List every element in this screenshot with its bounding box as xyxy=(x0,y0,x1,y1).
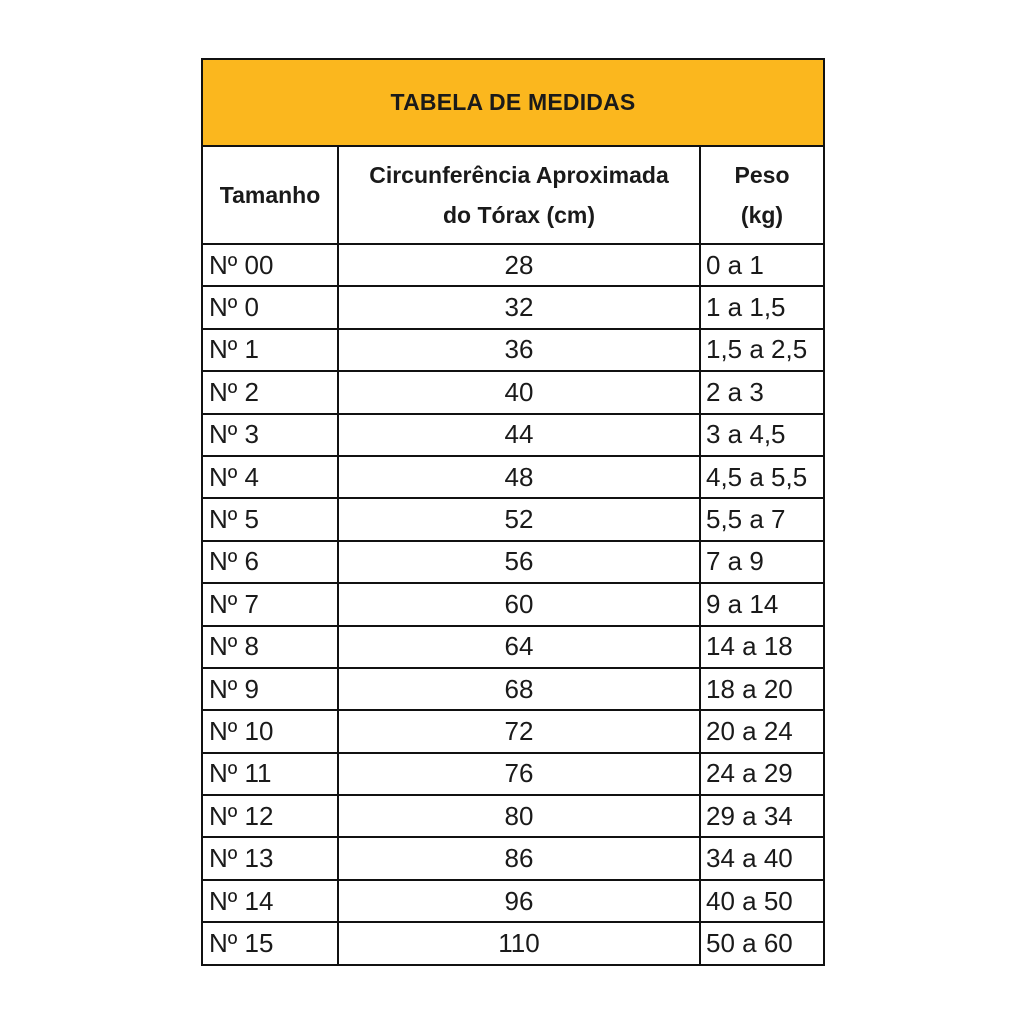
size-cell: Nº 00 xyxy=(202,244,338,286)
chest-cell: 36 xyxy=(338,329,700,371)
size-cell: Nº 2 xyxy=(202,371,338,413)
header-weight-line1: Peso xyxy=(734,162,790,188)
header-weight xyxy=(700,146,824,244)
chest-cell: 56 xyxy=(338,541,700,583)
size-cell: Nº 6 xyxy=(202,541,338,583)
weight-cell: 4,5 a 5,5 xyxy=(700,456,824,498)
weight-cell: 34 a 40 xyxy=(700,837,824,879)
weight-cell: 20 a 24 xyxy=(700,710,824,752)
weight-cell: 29 a 34 xyxy=(700,795,824,837)
chest-cell: 80 xyxy=(338,795,700,837)
table-title: TABELA DE MEDIDAS xyxy=(202,59,824,146)
table-row xyxy=(202,244,824,286)
table-row xyxy=(202,371,824,413)
table-row xyxy=(202,498,824,540)
size-cell: Nº 15 xyxy=(202,922,338,964)
chest-cell: 76 xyxy=(338,753,700,795)
size-chart-table xyxy=(201,58,825,966)
chest-cell: 110 xyxy=(338,922,700,964)
chest-cell: 48 xyxy=(338,456,700,498)
header-chest-line2: do Tórax (cm) xyxy=(442,202,596,228)
weight-cell: 1 a 1,5 xyxy=(700,286,824,328)
weight-cell: 50 a 60 xyxy=(700,922,824,964)
table-row xyxy=(202,710,824,752)
header-chest xyxy=(338,146,700,244)
size-cell: Nº 9 xyxy=(202,668,338,710)
table-row xyxy=(202,626,824,668)
weight-cell: 5,5 a 7 xyxy=(700,498,824,540)
table-row xyxy=(202,837,824,879)
weight-cell: 0 a 1 xyxy=(700,244,824,286)
header-size: Tamanho xyxy=(202,146,338,244)
chest-cell: 96 xyxy=(338,880,700,922)
chest-cell: 72 xyxy=(338,710,700,752)
table-row xyxy=(202,753,824,795)
chest-cell: 68 xyxy=(338,668,700,710)
size-cell: Nº 3 xyxy=(202,414,338,456)
weight-cell: 3 a 4,5 xyxy=(700,414,824,456)
weight-cell: 18 a 20 xyxy=(700,668,824,710)
chest-cell: 52 xyxy=(338,498,700,540)
table-row xyxy=(202,456,824,498)
chest-cell: 60 xyxy=(338,583,700,625)
size-cell: Nº 10 xyxy=(202,710,338,752)
size-cell: Nº 8 xyxy=(202,626,338,668)
table-row xyxy=(202,795,824,837)
header-weight-line2: (kg) xyxy=(740,202,784,228)
size-cell: Nº 13 xyxy=(202,837,338,879)
weight-cell: 2 a 3 xyxy=(700,371,824,413)
table-row xyxy=(202,541,824,583)
chest-cell: 28 xyxy=(338,244,700,286)
table-row xyxy=(202,286,824,328)
chest-cell: 32 xyxy=(338,286,700,328)
size-cell: Nº 0 xyxy=(202,286,338,328)
size-cell: Nº 11 xyxy=(202,753,338,795)
size-cell: Nº 4 xyxy=(202,456,338,498)
weight-cell: 24 a 29 xyxy=(700,753,824,795)
size-cell: Nº 5 xyxy=(202,498,338,540)
chest-cell: 44 xyxy=(338,414,700,456)
table-body xyxy=(202,244,824,965)
table-row xyxy=(202,414,824,456)
weight-cell: 40 a 50 xyxy=(700,880,824,922)
chest-cell: 40 xyxy=(338,371,700,413)
table-row xyxy=(202,329,824,371)
weight-cell: 9 a 14 xyxy=(700,583,824,625)
table-row xyxy=(202,583,824,625)
table-row xyxy=(202,668,824,710)
size-cell: Nº 14 xyxy=(202,880,338,922)
size-cell: Nº 12 xyxy=(202,795,338,837)
chest-cell: 64 xyxy=(338,626,700,668)
table-row xyxy=(202,880,824,922)
weight-cell: 1,5 a 2,5 xyxy=(700,329,824,371)
weight-cell: 7 a 9 xyxy=(700,541,824,583)
chest-cell: 86 xyxy=(338,837,700,879)
size-cell: Nº 7 xyxy=(202,583,338,625)
header-chest-line1: Circunferência Aproximada xyxy=(369,162,669,188)
weight-cell: 14 a 18 xyxy=(700,626,824,668)
size-cell: Nº 1 xyxy=(202,329,338,371)
table-row xyxy=(202,922,824,964)
